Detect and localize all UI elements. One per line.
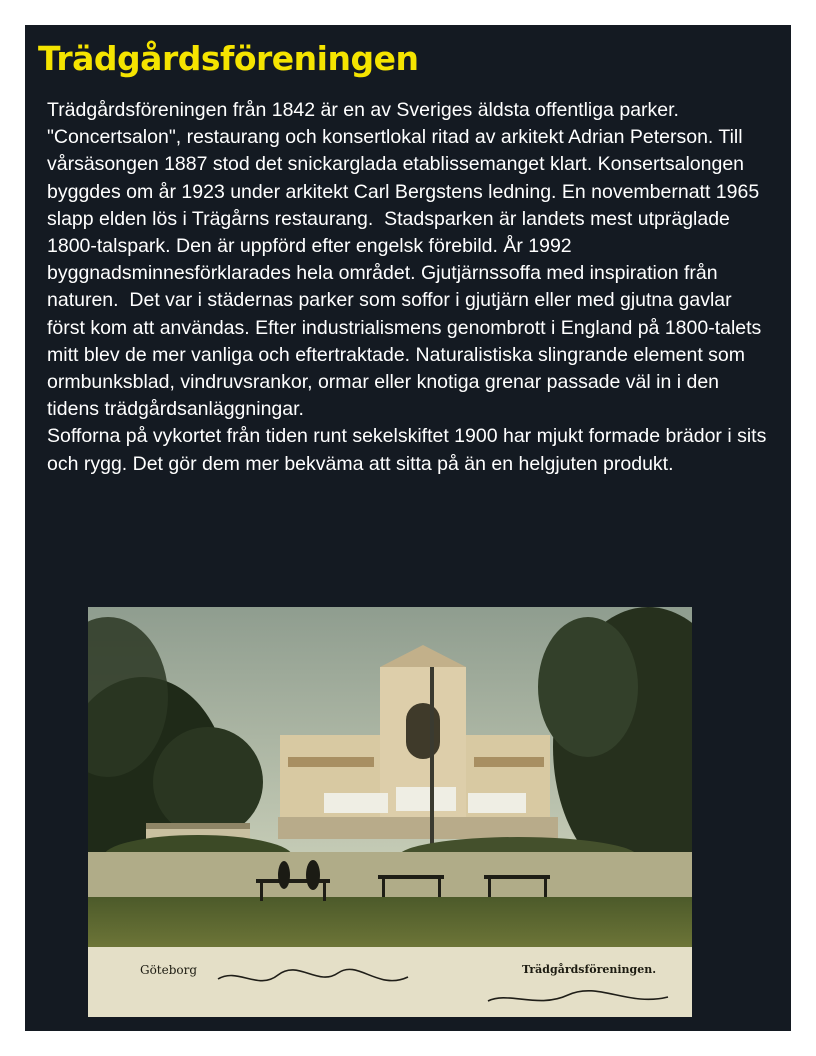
- postcard-caption-title: Trädgårdsföreningen.: [522, 963, 657, 976]
- body-text: Trädgårdsföreningen från 1842 är en av Sveriges äldsta offentliga parker. "Concertsalon", restaurang och konsertlokal ritad av arkitekt Adrian Peterson. Till vårsäsongen 1887 stod det snickarglada etablissemanget klart. Konsertsalongen byggdes om år 1923 under arkitekt Carl Bergstens ledning. En novembernatt 1965 slapp elden lös i Trägårns restaurang. Stadsparken är landets mest utpräglade 1800-talspark. Den är uppförd efter engelsk förebild. År 1992 byggnadsminnesförklarades hela området. Gjutjärnssoffa med inspiration från naturen. Det var i städernas parker som soffor i gjutjärn eller med gjutna gavlar först kom att användas. Efter industrialismens genombrott i England på 1800-talets mitt blev de mer vanliga och eftertraktade. Naturalistiska slingrande element som ormbunksblad, vindruvsrankor, ormar eller knotiga grenar passade väl in i den tidens trädgårdsanläggningar. Sofforna på vykortet från tiden runt sekelskiftet 1900 har mjukt formade brädor i sits och rygg. Det gör dem mer bekväma att sitta på än en helgjuten produkt.: [47, 99, 767, 475]
- slide: [25, 25, 791, 1031]
- page-title: Trädgårdsföreningen: [38, 39, 419, 78]
- postcard-image: [88, 607, 692, 1017]
- postcard-caption-place: Göteborg: [140, 963, 198, 977]
- postcard-illustration: [88, 607, 692, 1017]
